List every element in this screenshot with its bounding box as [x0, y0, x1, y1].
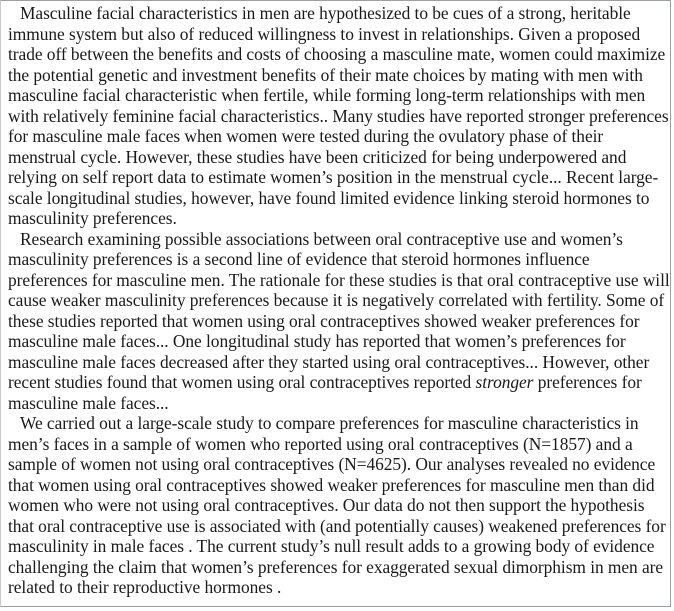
paragraph-2	[8, 229, 672, 414]
paragraph-2-italic-word: stronger	[475, 372, 534, 392]
document-body	[8, 3, 672, 598]
paragraph-2-text-before: Research examining possible associations between oral contraceptive use and women’s masculinity preferences is a second line of evidence that steroid hormones influence preferences for masculine men. The rationale for these studies is that oral contraceptive use will cause weaker masculinity preferences because it is negatively correlated with fertility. Some of these studies reported that women using oral contraceptives showed weaker preferences for masculine male faces... One longitudinal study has reported that women’s preferences for masculine male faces decreased after they started using oral contraceptives... However, other recent studies found that women using oral contraceptives reported	[8, 228, 670, 392]
paragraph-2-text-after: preferences for masculine male faces...	[8, 372, 642, 413]
paragraph-3: We carried out a large-scale study to compare preferences for masculine characteristics in men’s faces in a sample of women who reported using oral contraceptives (N=1857) and a sample of women not using oral contraceptives (N=4625). Our analyses revealed no evidence that women using oral contraceptives showed weaker preferences for masculine men than did women who were not using oral contraceptives. Our data do not then support the hypothesis that oral contraceptive use is associated with (and potentially causes) weakened preferences for masculinity in male faces . The current study’s null result adds to a growing body of evidence challenging the claim that women’s preferences for exaggerated sexual dimorphism in men are related to their reproductive hormones .	[8, 413, 666, 597]
paragraph-1: Masculine facial characteristics in men are hypothesized to be cues of a strong, heritable immune system but also of reduced willingness to invest in relationships. Given a proposed trade off between the benefits and costs of choosing a masculine mate, women could maximize the potential genetic and investment benefits of their mate choices by mating with men with masculine facial characteristic when fertile, while forming long-term relationships with men with relatively feminine facial characteristics.. Many studies have reported stronger preferences for masculine male faces when women were tested during the ovulatory phase of their menstrual cycle. However, these studies have been criticized for being underpowered and relying on self report data to estimate women’s position in the menstrual cycle... Recent large-scale longitudinal studies, however, have found limited evidence linking steroid hormones to masculinity preferences.	[8, 3, 669, 228]
